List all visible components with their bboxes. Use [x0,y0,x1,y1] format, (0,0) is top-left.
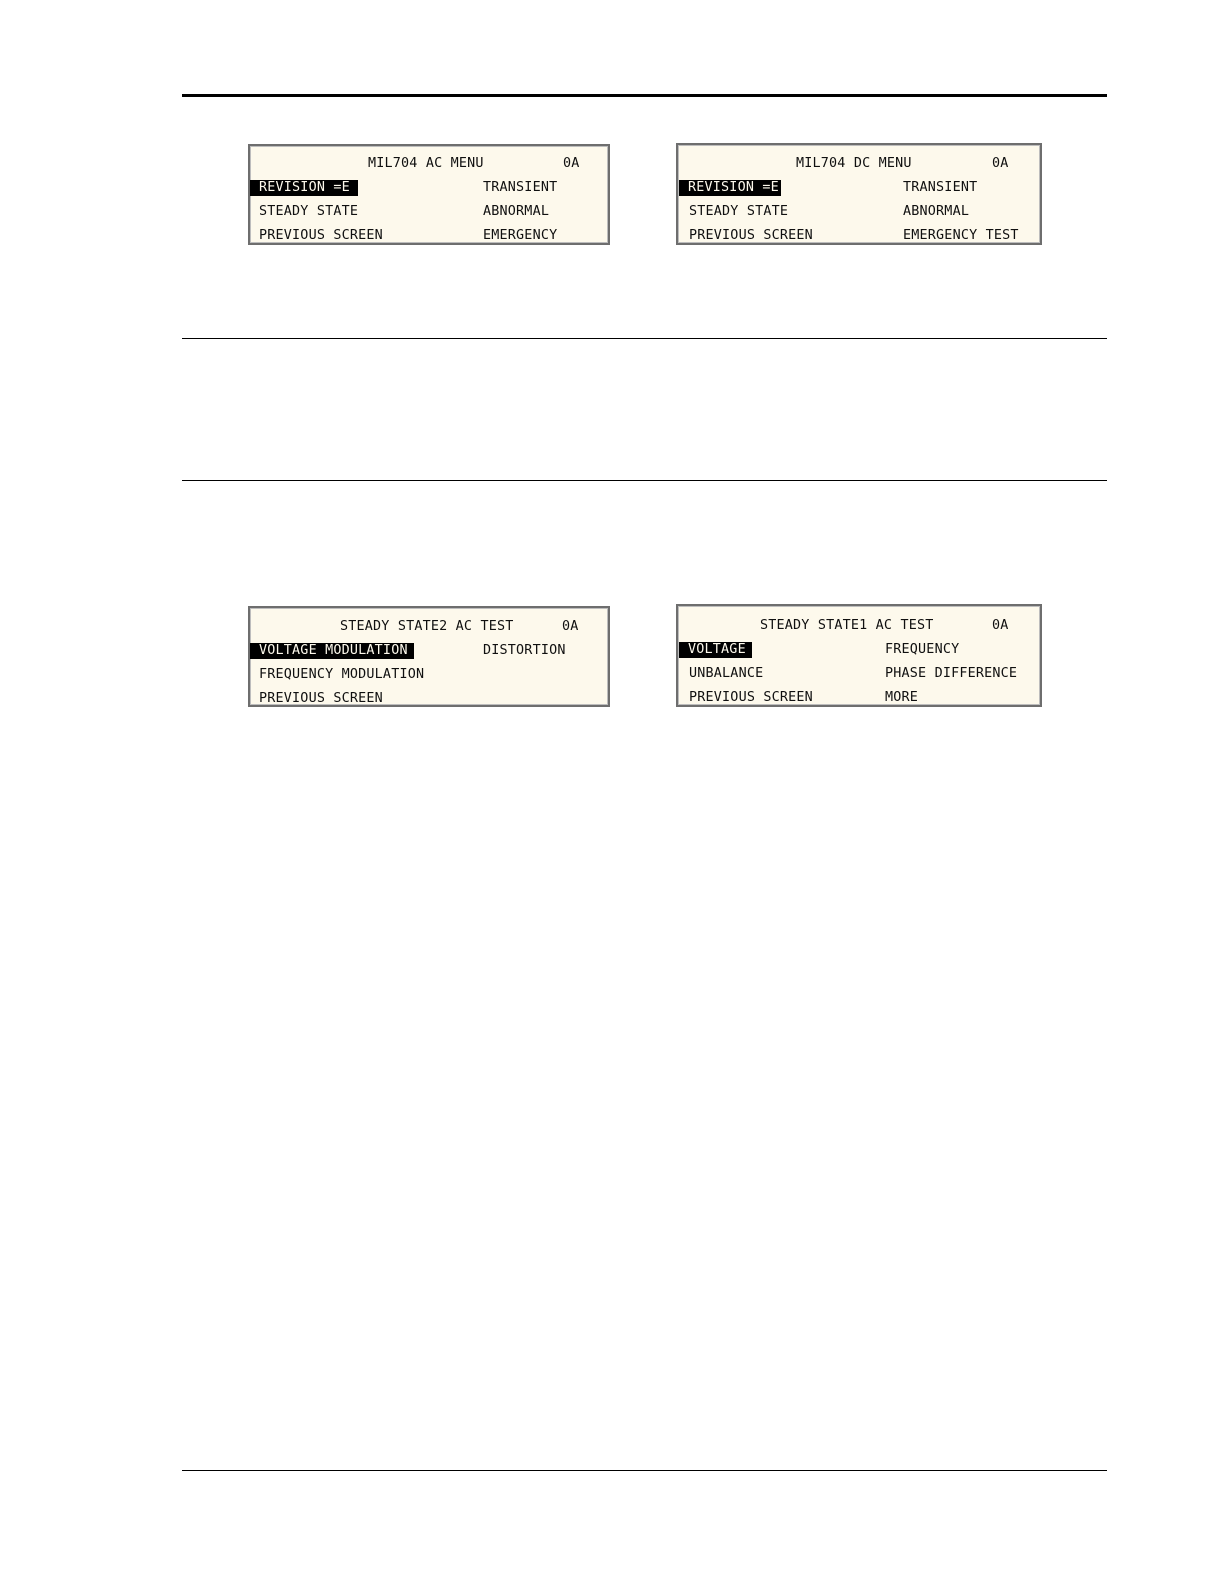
menu-item-frequency-modulation[interactable]: FREQUENCY MODULATION [259,667,425,682]
header-rule [182,94,1107,97]
menu-item-more[interactable]: MORE [885,690,919,705]
lcd-title: MIL704 DC MENU [796,156,912,171]
menu-item-revision[interactable]: REVISION =E [250,180,358,196]
lcd-title: STEADY STATE2 AC TEST [340,619,514,634]
menu-item-previous-screen[interactable]: PREVIOUS SCREEN [689,690,813,705]
menu-item-emergency-test[interactable]: EMERGENCY TEST [903,228,1019,243]
menu-item-phase-difference[interactable]: PHASE DIFFERENCE [885,666,1018,681]
lcd-title: MIL704 AC MENU [368,156,484,171]
section-divider-2 [182,480,1107,481]
menu-item-emergency[interactable]: EMERGENCY [483,228,558,243]
menu-item-previous-screen[interactable]: PREVIOUS SCREEN [259,228,383,243]
menu-item-voltage-modulation[interactable]: VOLTAGE MODULATION [250,643,414,659]
menu-item-transient[interactable]: TRANSIENT [903,180,978,195]
menu-item-abnormal[interactable]: ABNORMAL [903,204,970,219]
menu-item-distortion[interactable]: DISTORTION [483,643,566,658]
lcd-current-readout: 0A [992,618,1009,633]
lcd-mil704-ac-menu [248,144,610,245]
menu-item-previous-screen[interactable]: PREVIOUS SCREEN [689,228,813,243]
lcd-mil704-dc-menu [676,143,1042,245]
lcd-steady-state1-ac-test [676,604,1042,707]
menu-item-unbalance[interactable]: UNBALANCE [689,666,764,681]
menu-item-revision[interactable]: REVISION =E [679,180,781,196]
lcd-current-readout: 0A [562,619,579,634]
menu-item-previous-screen[interactable]: PREVIOUS SCREEN [259,691,383,706]
menu-item-abnormal[interactable]: ABNORMAL [483,204,550,219]
menu-item-voltage[interactable]: VOLTAGE [679,642,752,658]
lcd-steady-state2-ac-test [248,606,610,707]
menu-item-transient[interactable]: TRANSIENT [483,180,558,195]
section-divider-1 [182,338,1107,339]
menu-item-steady-state[interactable]: STEADY STATE [689,204,789,219]
lcd-current-readout: 0A [992,156,1009,171]
menu-item-steady-state[interactable]: STEADY STATE [259,204,359,219]
menu-item-frequency[interactable]: FREQUENCY [885,642,960,657]
footer-rule [182,1470,1107,1471]
lcd-title: STEADY STATE1 AC TEST [760,618,934,633]
lcd-current-readout: 0A [563,156,580,171]
